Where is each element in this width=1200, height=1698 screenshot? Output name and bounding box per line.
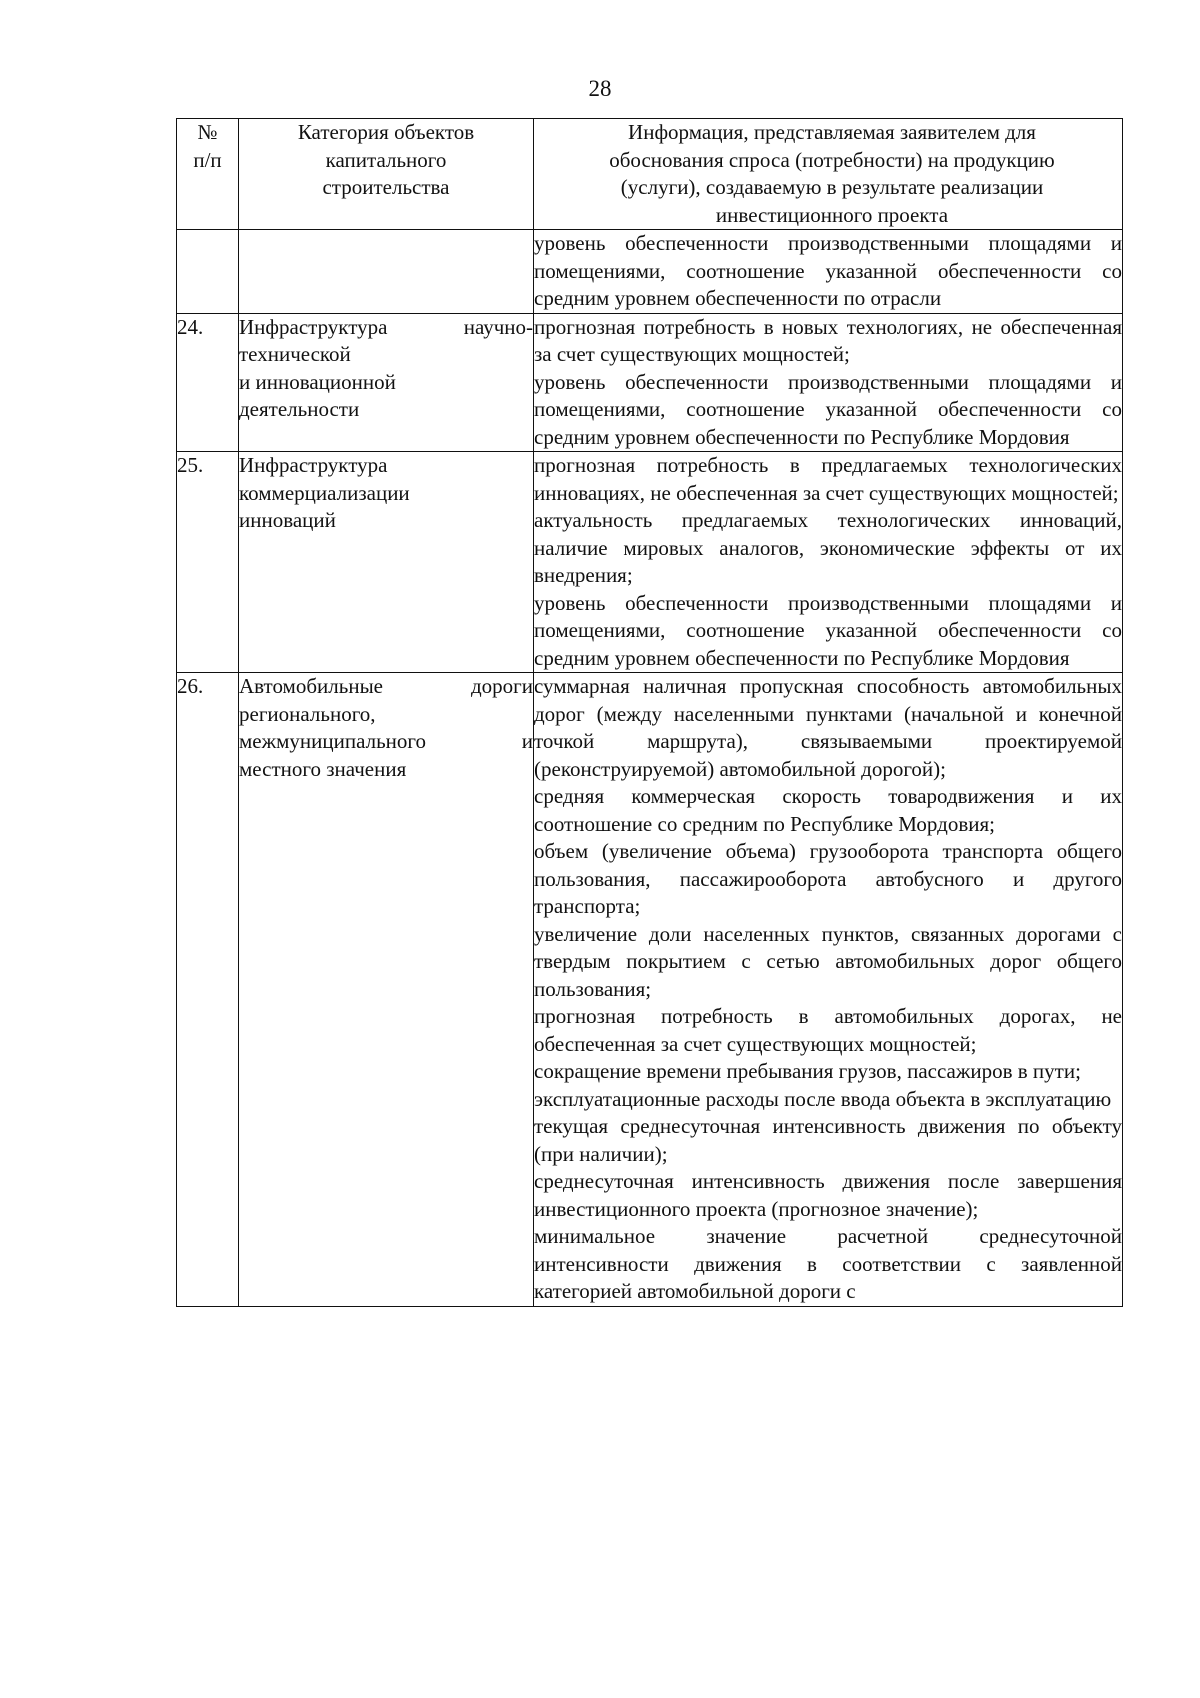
table-header-row — [177, 119, 1123, 230]
info-item: актуальность предлагаемых технологических инноваций, наличие мировых аналогов, экономические эффекты от их внедрения; — [534, 508, 1122, 587]
page-number: 28 — [588, 76, 612, 101]
table-row — [177, 313, 1123, 452]
category-line: межмуниципального и — [239, 729, 533, 753]
info-item: сокращение времени пребывания грузов, пассажиров в пути; — [534, 1059, 1081, 1083]
info-item: объем (увеличение объема) грузооборота транспорта общего пользования, пассажирооборота автобусного и другого транспорта; — [534, 839, 1122, 918]
row-category — [239, 452, 534, 673]
info-item: текущая среднесуточная интенсивность движения по объекту (при наличии); — [534, 1114, 1122, 1166]
category-line: технической — [239, 342, 351, 366]
category-line: Инфраструктура научно- — [239, 314, 533, 339]
info-item: прогнозная потребность в предлагаемых технологических инновациях, не обеспеченная за счет существующих мощностей; — [534, 453, 1122, 505]
category-line: Инфраструктура — [239, 453, 388, 477]
category-line: и инновационной — [239, 369, 396, 394]
header-info-line: (услуги), создаваемую в результате реализации — [620, 175, 1044, 199]
header-info-line: обоснования спроса (потребности) на продукцию — [609, 147, 1055, 172]
row-category — [239, 673, 534, 1307]
row-category — [239, 313, 534, 452]
info-item: суммарная наличная пропускная способность автомобильных дорог (между населенными пунктами (начальной и конечной точкой маршрута), связываемыми проектируемой (реконструируемой) автомобильной дорогой); — [534, 674, 1122, 781]
table-row — [177, 452, 1123, 673]
info-item: прогнозная потребность в автомобильных дорогах, не обеспеченная за счет существующих мощностей; — [534, 1004, 1122, 1056]
info-item: прогнозная потребность в новых технологиях, не обеспеченная за счет существующих мощностей; — [534, 314, 1122, 366]
header-category-line: строительства — [322, 175, 450, 199]
header-category — [239, 119, 534, 230]
row-number: 25. — [177, 452, 239, 673]
header-category-line: капитального — [325, 147, 447, 172]
row-info — [534, 230, 1123, 314]
info-item: уровень обеспеченности производственными площадями и помещениями, соотношение указанной обеспеченности со средним уровнем обеспеченности по Республике Мордовия — [534, 369, 1122, 449]
header-category-line: Категория объектов — [297, 120, 475, 144]
header-number-line: п/п — [193, 147, 222, 172]
header-number-line: № — [197, 120, 218, 144]
header-info-line: инвестиционного проекта — [715, 202, 949, 227]
requirements-table — [176, 118, 1123, 1307]
row-info — [534, 313, 1123, 452]
table-row — [177, 673, 1123, 1307]
header-info-line: Информация, представляемая заявителем для — [628, 120, 1036, 144]
row-info — [534, 452, 1123, 673]
info-item: уровень обеспеченности производственными площадями и помещениями, соотношение указанной обеспеченности со средним уровнем обеспеченности по отрасли — [534, 231, 1122, 310]
row-number: 26. — [177, 673, 239, 1307]
info-item: среднесуточная интенсивность движения после завершения инвестиционного проекта (прогнозное значение); — [534, 1169, 1122, 1221]
row-number — [177, 230, 239, 314]
category-line: Автомобильные дороги — [239, 674, 533, 698]
row-category — [239, 230, 534, 314]
info-item: уровень обеспеченности производственными площадями и помещениями, соотношение указанной обеспеченности со средним уровнем обеспеченности по Республике Мордовия — [534, 590, 1122, 670]
category-line: регионального, — [239, 701, 376, 726]
category-line: коммерциализации — [239, 480, 410, 505]
info-item: увеличение доли населенных пунктов, связанных дорогами с твердым покрытием с сетью автомобильных дорог общего пользования; — [534, 921, 1122, 1001]
row-info — [534, 673, 1123, 1307]
table-row — [177, 230, 1123, 314]
header-number — [177, 119, 239, 230]
category-line: местного значения — [239, 756, 407, 781]
header-info — [534, 119, 1123, 230]
info-item: минимальное значение расчетной среднесуточной интенсивности движения в соответствии с заявленной категорией автомобильной дороги с — [534, 1224, 1122, 1303]
category-line: инноваций — [239, 508, 336, 532]
row-number: 24. — [177, 313, 239, 452]
category-line: деятельности — [239, 397, 360, 421]
info-item: эксплуатационные расходы после ввода объекта в эксплуатацию — [534, 1086, 1112, 1111]
info-item: средняя коммерческая скорость товародвижения и их соотношение со средним по Республике Мордовия; — [534, 784, 1122, 836]
